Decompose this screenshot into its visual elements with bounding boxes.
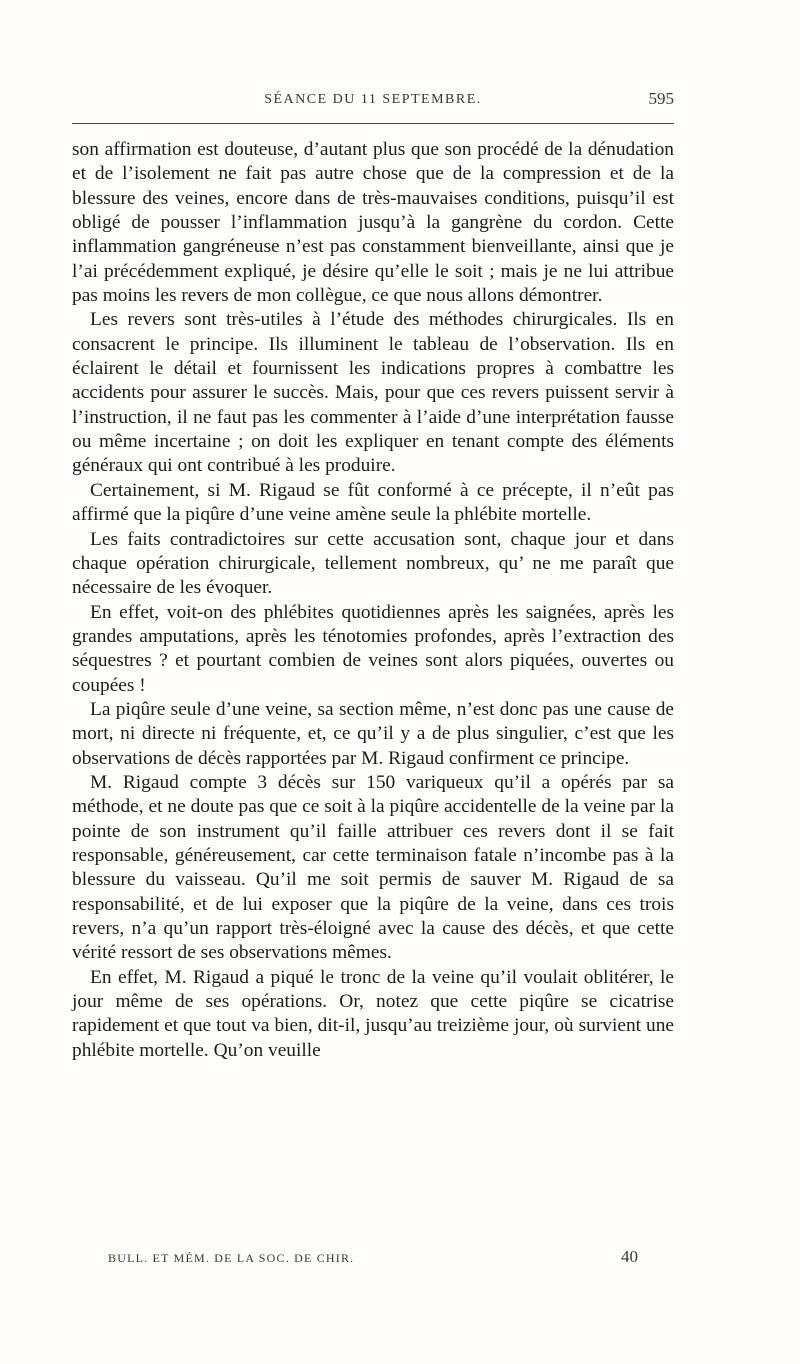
paragraph: La piqûre seule d’une veine, sa section même, n’est donc pas une cause de mort, ni directe ni fréquente, et, ce qu’il y a de plus singulier, c’est que les observations de décès rapportées par M. Rigaud confirment ce principe.: [72, 698, 674, 769]
paragraph: son affirmation est douteuse, d’autant plus que son procédé de la dénudation et de l’isolement ne fait pas autre chose que de la compression et de la blessure des veines, encore dans de très-mauvaises conditions, puisqu’il est obligé de pousser l’inflammation jusqu’à la gangrène du cordon. Cette inflammation gangréneuse n’est pas constamment bienveillante, ainsi que je l’ai précédemment expliqué, je désire qu’elle le soit ; mais je ne lui attribue pas moins les revers de mon collègue, ce que nous allons démontrer.: [72, 139, 674, 307]
paragraph: Les revers sont très-utiles à l’étude des méthodes chirurgicales. Ils en consacrent le principe. Ils illuminent le tableau de l’observation. Ils en éclairent le détail et fournissent les indications propres à combattre les accidents pour assurer le succès. Mais, pour que ces revers puissent servir à l’instruction, il ne faut pas les commenter à l’aide d’une interprétation fausse ou même incertaine ; on doit les expliquer en tenant compte des éléments généraux qui ont contribué à les produire.: [72, 309, 674, 477]
page-number: 595: [648, 89, 674, 108]
running-title: SÉANCE DU 11 SEPTEMBRE.: [264, 92, 482, 107]
paragraph: En effet, M. Rigaud a piqué le tronc de la veine qu’il voulait oblitérer, le jour même de ses opérations. Or, notez que cette piqûre se cicatrise rapidement et que tout va bien, dit-il, jusqu’au treizième jour, où survient une phlébite mortelle. Qu’on veuille: [72, 966, 674, 1061]
body-text: [72, 138, 674, 1063]
paragraph: Les faits contradictoires sur cette accusation sont, chaque jour et dans chaque opération chirurgicale, tellement nombreux, qu’ ne me paraît que nécessaire de les évoquer.: [72, 528, 674, 599]
header-rule: [72, 123, 674, 124]
paragraph: M. Rigaud compte 3 décès sur 150 variqueux qu’il a opérés par sa méthode, et ne doute pas que ce soit à la piqûre accidentelle de la veine par la pointe de son instrument qu’il faille attribuer ces revers dont il se fait responsable, généreusement, car cette terminaison fatale n’incombe pas à la blessure du vaisseau. Qu’il me soit permis de sauver M. Rigaud de sa responsabilité, et de lui exposer que la piqûre de la veine, dans ces trois revers, n’a qu’un rapport très-éloigné avec la cause des décès, et que cette vérité ressort de ses observations mêmes.: [72, 771, 674, 964]
running-header: [72, 86, 674, 114]
page-footer: [108, 1247, 638, 1271]
sheet-number: 40: [621, 1247, 638, 1266]
paragraph: En effet, voit-on des phlébites quotidiennes après les saignées, après les grandes amputations, après les ténotomies profondes, après l’extraction des séquestres ? et pourtant combien de veines sont alors piquées, ouvertes ou coupées !: [72, 601, 674, 696]
printer-signature: BULL. ET MÉM. DE LA SOC. DE CHIR.: [108, 1251, 355, 1265]
paragraph: Certainement, si M. Rigaud se fût conformé à ce précepte, il n’eût pas affirmé que la piqûre d’une veine amène seule la phlébite mortelle.: [72, 479, 674, 526]
